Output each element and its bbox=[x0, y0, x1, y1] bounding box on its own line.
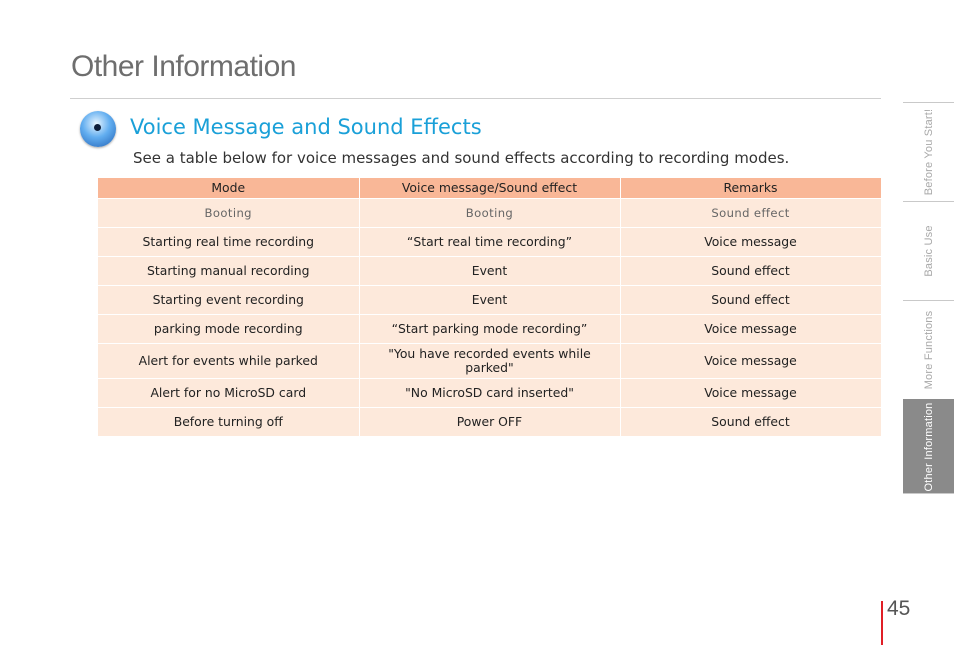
table-cell: Event bbox=[359, 257, 620, 286]
table-cell: Starting real time recording bbox=[98, 228, 359, 257]
table-cell: Booting bbox=[98, 199, 359, 228]
table-cell: "You have recorded events while parked" bbox=[359, 344, 620, 379]
table-cell: "No MicroSD card inserted" bbox=[359, 379, 620, 408]
table-cell: Voice message bbox=[620, 344, 881, 379]
table-cell: Starting event recording bbox=[98, 286, 359, 315]
table-cell: Voice message bbox=[620, 228, 881, 257]
column-header-mode: Mode bbox=[98, 178, 359, 199]
side-tab-before-you-start[interactable] bbox=[903, 102, 954, 201]
page-number: 45 bbox=[887, 597, 911, 620]
table-row bbox=[98, 286, 881, 315]
table-row bbox=[98, 199, 881, 228]
table-cell: Event bbox=[359, 286, 620, 315]
table-cell: “Start parking mode recording” bbox=[359, 315, 620, 344]
side-tab-label: Before You Start! bbox=[922, 108, 935, 196]
table-header-row bbox=[98, 178, 881, 199]
column-header-remarks: Remarks bbox=[620, 178, 881, 199]
section-intro: See a table below for voice messages and sound effects according to recording modes. bbox=[133, 149, 790, 167]
table-cell: “Start real time recording” bbox=[359, 228, 620, 257]
table-cell: Booting bbox=[359, 199, 620, 228]
page-title: Other Information bbox=[71, 50, 296, 83]
side-tab-other-information[interactable] bbox=[903, 399, 954, 494]
side-tab-label: Other Information bbox=[922, 402, 935, 491]
table-cell: Voice message bbox=[620, 315, 881, 344]
table-cell: parking mode recording bbox=[98, 315, 359, 344]
table-cell: Sound effect bbox=[620, 199, 881, 228]
title-divider bbox=[70, 98, 881, 99]
section-title: Voice Message and Sound Effects bbox=[130, 115, 482, 139]
table-cell: Voice message bbox=[620, 379, 881, 408]
side-tab-label: More Functions bbox=[922, 310, 935, 390]
side-tab-basic-use[interactable] bbox=[903, 201, 954, 300]
table-cell: Alert for events while parked bbox=[98, 344, 359, 379]
table-row bbox=[98, 257, 881, 286]
voice-sound-table bbox=[98, 178, 882, 437]
table-row bbox=[98, 344, 881, 379]
table-cell: Starting manual recording bbox=[98, 257, 359, 286]
table-cell: Before turning off bbox=[98, 408, 359, 437]
table-row bbox=[98, 228, 881, 257]
page-number-marker bbox=[881, 601, 883, 645]
section-bullet-icon bbox=[80, 111, 116, 147]
column-header-voice-sound: Voice message/Sound effect bbox=[359, 178, 620, 199]
table-row bbox=[98, 408, 881, 437]
table-cell: Sound effect bbox=[620, 286, 881, 315]
table-row bbox=[98, 379, 881, 408]
table-cell: Sound effect bbox=[620, 257, 881, 286]
table-row bbox=[98, 315, 881, 344]
chapter-side-nav bbox=[903, 102, 954, 494]
table-cell: Sound effect bbox=[620, 408, 881, 437]
table-cell: Power OFF bbox=[359, 408, 620, 437]
side-tab-more-functions[interactable] bbox=[903, 300, 954, 399]
table-cell: Alert for no MicroSD card bbox=[98, 379, 359, 408]
side-tab-label: Basic Use bbox=[922, 225, 935, 277]
